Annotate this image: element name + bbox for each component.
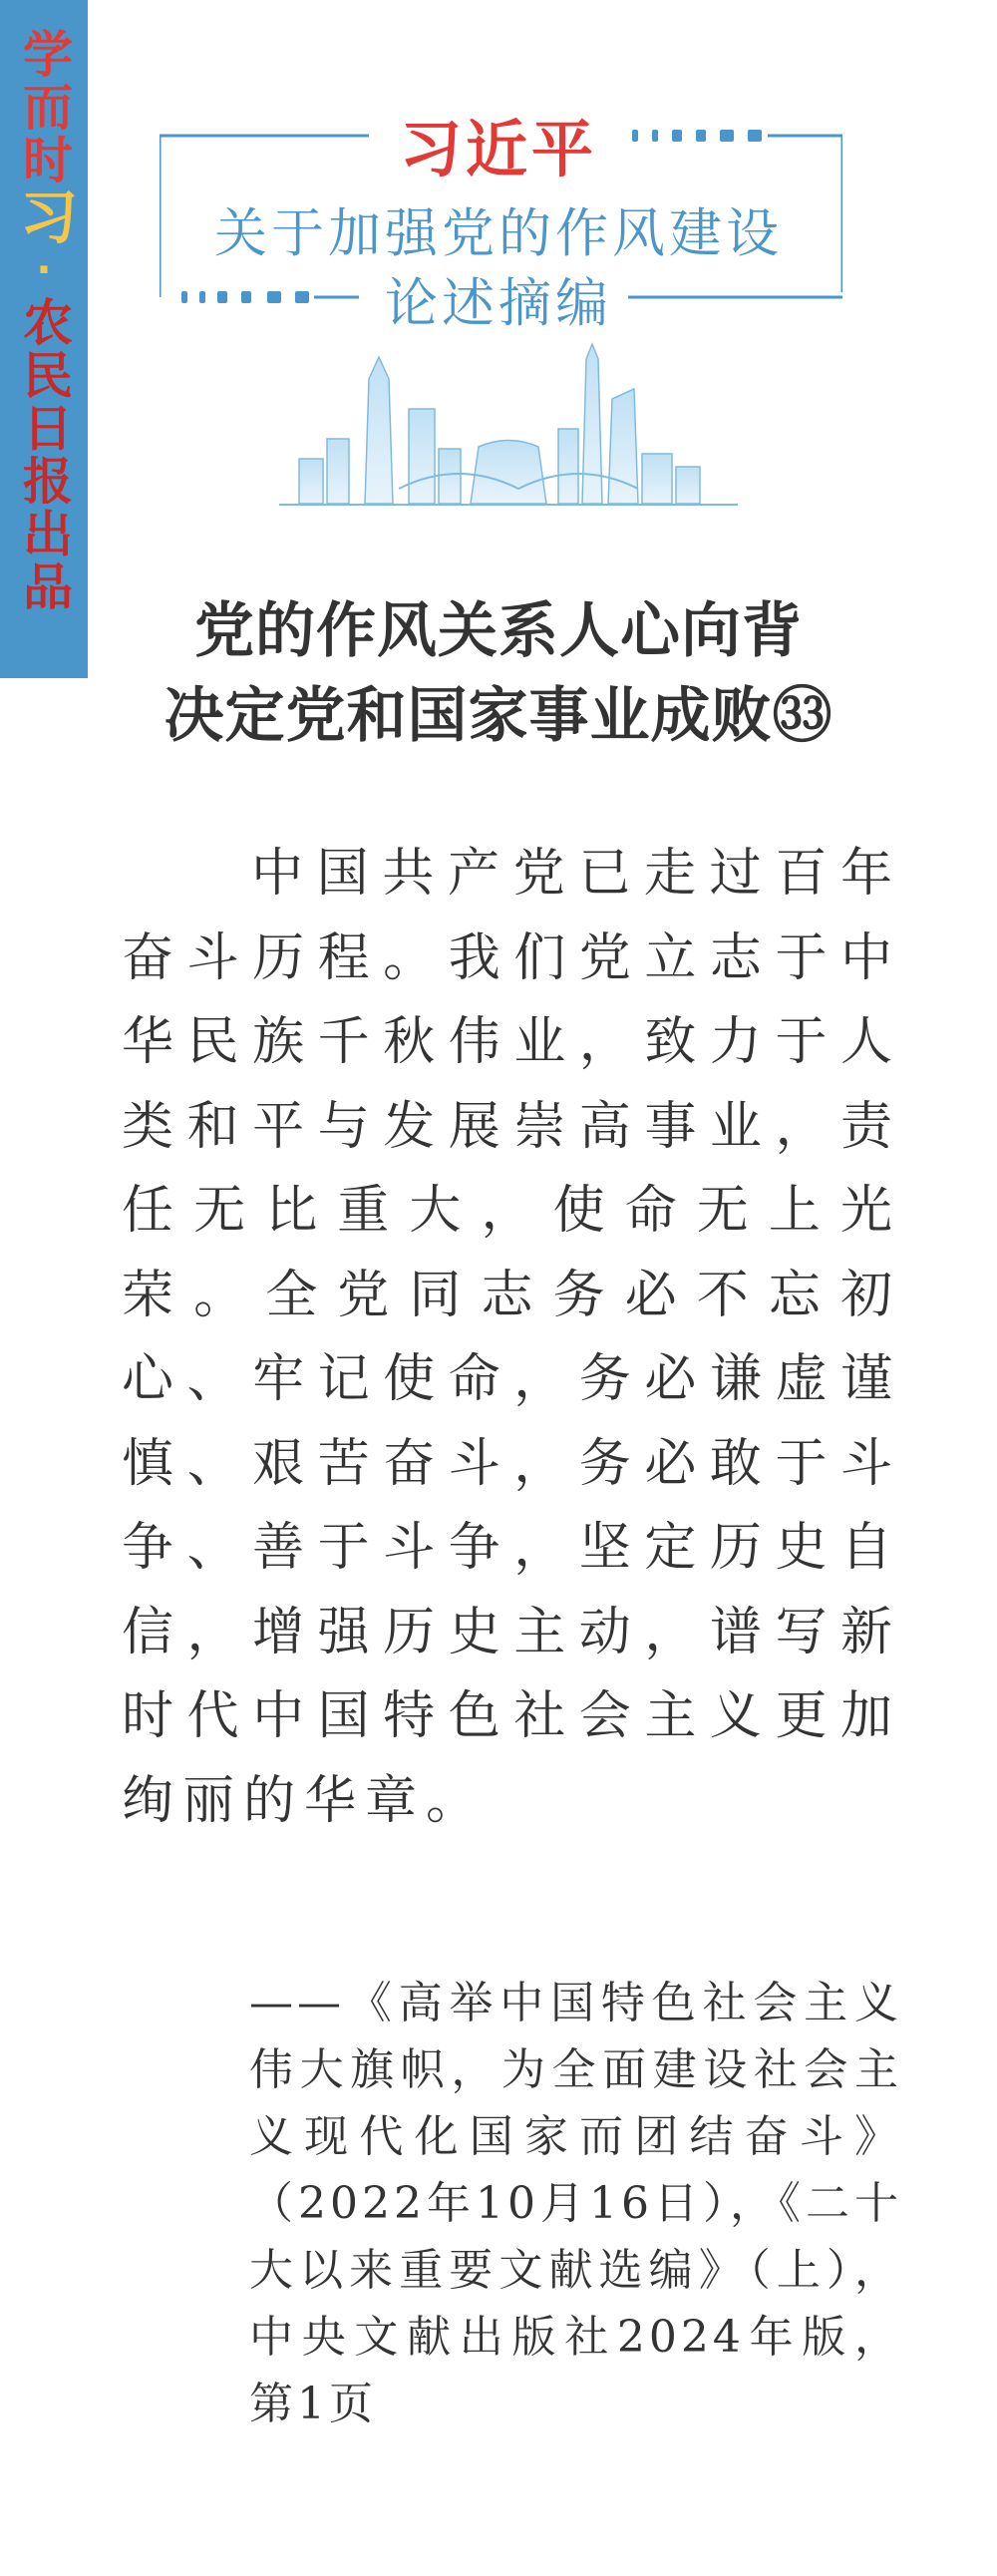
- side-banner-xi-character: 习: [10, 186, 78, 247]
- body-paragraph: 中国共产党已走过百年奋斗历程。我们党立志于中华民族千秋伟业，致力于人类和平与发展崇高事业，责任无比重大，使命无上光荣。全党同志务必不忘初心、牢记使命，务必谦虚谨慎、艰苦奋斗，务必敢于斗争、善于斗争，坚定历史自信，增强历史主动，谱写新时代中国特色社会主义更加绚丽的华章。: [122, 844, 901, 1831]
- side-banner-text-part1: 学而时: [15, 28, 73, 186]
- title-author: 习近平: [399, 113, 597, 185]
- side-banner-publisher: 农民日报出品: [15, 296, 73, 613]
- skyline-illustration: [279, 339, 738, 509]
- section-title-line-2: 决定党和国家事业成败㉝: [164, 681, 833, 751]
- citation-source: ——《高举中国特色社会主义伟大旗帜，为全面建设社会主义现代化国家而团结奋斗》（2022年10月16日），《二十大以来重要文献选编》（上），中央文献出版社2024年版，第1页: [249, 1978, 902, 2429]
- side-banner-dot: ·: [21, 247, 67, 296]
- title-line-1: 关于加强党的作风建设: [214, 203, 783, 264]
- title-line-2: 论述摘编: [385, 273, 612, 334]
- section-title-line-1: 党的作风关系人心向背: [194, 596, 803, 666]
